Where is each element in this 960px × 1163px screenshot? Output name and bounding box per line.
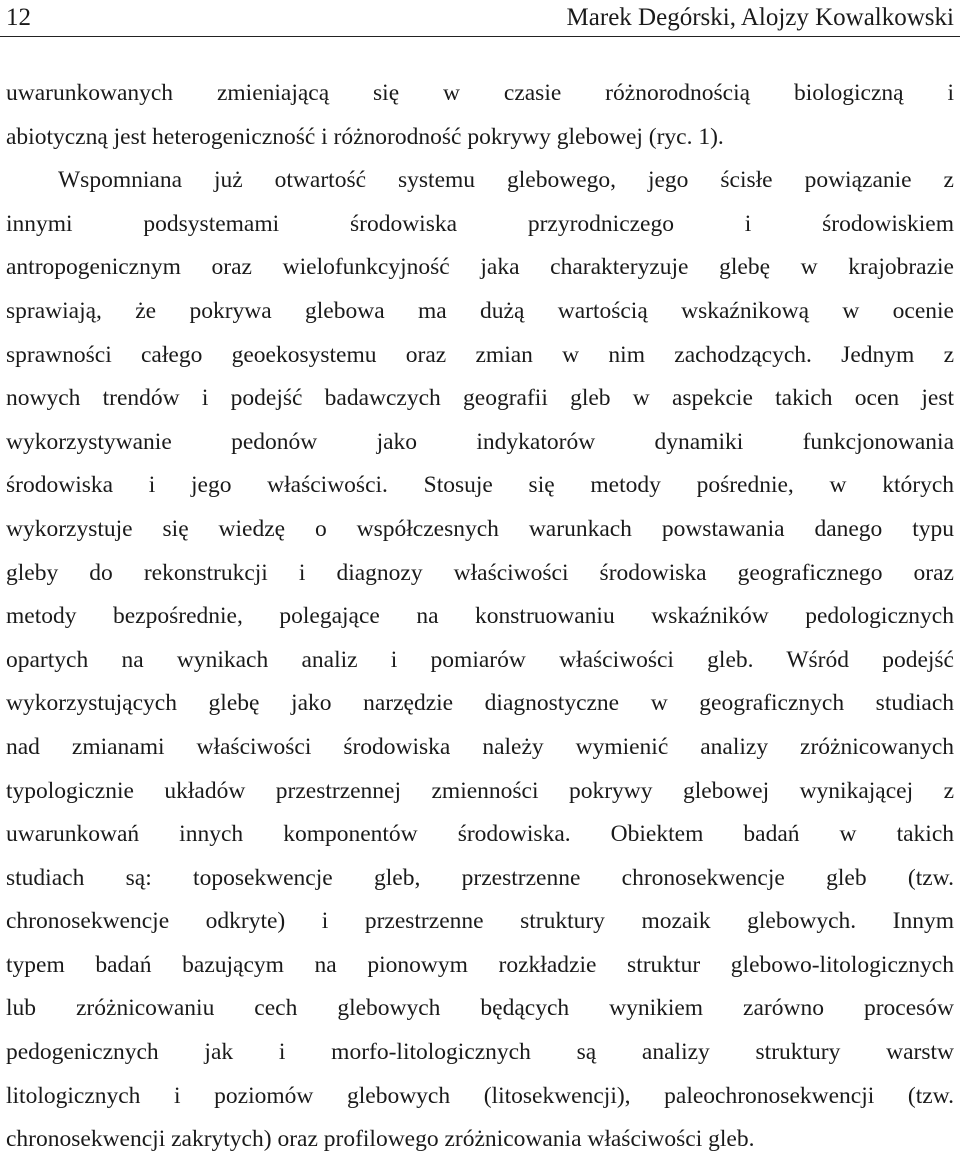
text-line: metody bezpośrednie, polegające na konstruowaniu wskaźników pedologicznych [6,603,954,630]
text-line: wykorzystuje się wiedzę o współczesnych warunkach powstawania danego typu [6,515,954,542]
text-line: sprawności całego geoekosystemu oraz zmian w nim zachodzących. Jednym z [6,341,954,368]
page-header [0,0,960,37]
text-line: gleby do rekonstrukcji i diagnozy właściwości środowiska geograficznego oraz [6,559,954,586]
running-title: Marek Degórski, Alojzy Kowalkowski [566,4,954,31]
text-line: sprawiają, że pokrywa glebowa ma dużą wartością wskaźnikową w ocenie [6,297,954,324]
text-line: wykorzystywanie pedonów jako indykatorów dynamiki funkcjonowania [6,428,954,455]
text-line: uwarunkowanych zmieniającą się w czasie różnorodnością biologiczną i [6,80,954,106]
text-line: pedogenicznych jak i morfo-litologicznych są analizy struktury warstw [6,1039,954,1066]
text-line: typem badań bazującym na pionowym rozkładzie struktur glebowo-litologicznych [6,951,954,978]
text-line: lub zróżnicowaniu cech glebowych będących wynikiem zarówno procesów [6,995,954,1022]
body-text [6,72,954,1162]
text-line: antropogenicznym oraz wielofunkcyjność jaka charakteryzuje glebę w krajobrazie [6,254,954,281]
text-line: nad zmianami właściwości środowiska należy wymienić analizy zróżnicowanych [6,733,954,760]
text-line: chronosekwencje odkryte) i przestrzenne struktury mozaik glebowych. Innym [6,908,954,935]
text-line: nowych trendów i podejść badawczych geografii gleb w aspekcie takich ocen jest [6,385,954,412]
text-line: litologicznych i poziomów glebowych (litosekwencji), paleochronosekwencji (tzw. [6,1082,954,1109]
paragraph-first-line: Wspomniana już otwartość systemu glebowego, jego ścisłe powiązanie z [58,167,954,194]
text-line: studiach są: toposekwencje gleb, przestrzenne chronosekwencje gleb (tzw. [6,864,954,891]
text-line: opartych na wynikach analiz i pomiarów właściwości gleb. Wśród podejść [6,646,954,673]
text-line: wykorzystujących glebę jako narzędzie diagnostyczne w geograficznych studiach [6,690,954,717]
text-line: chronosekwencji zakrytych) oraz profilowego zróżnicowania właściwości gleb. [6,1126,755,1153]
text-line: abiotyczną jest heterogeniczność i różnorodność pokrywy glebowej (ryc. 1). [6,123,724,150]
text-line: uwarunkowań innych komponentów środowiska. Obiektem badań w takich [6,821,954,848]
page-number: 12 [6,4,31,31]
text-line: typologicznie układów przestrzennej zmienności pokrywy glebowej wynikającej z [6,777,954,804]
text-line: innymi podsystemami środowiska przyrodniczego i środowiskiem [6,210,954,237]
text-line: środowiska i jego właściwości. Stosuje się metody pośrednie, w których [6,472,954,499]
